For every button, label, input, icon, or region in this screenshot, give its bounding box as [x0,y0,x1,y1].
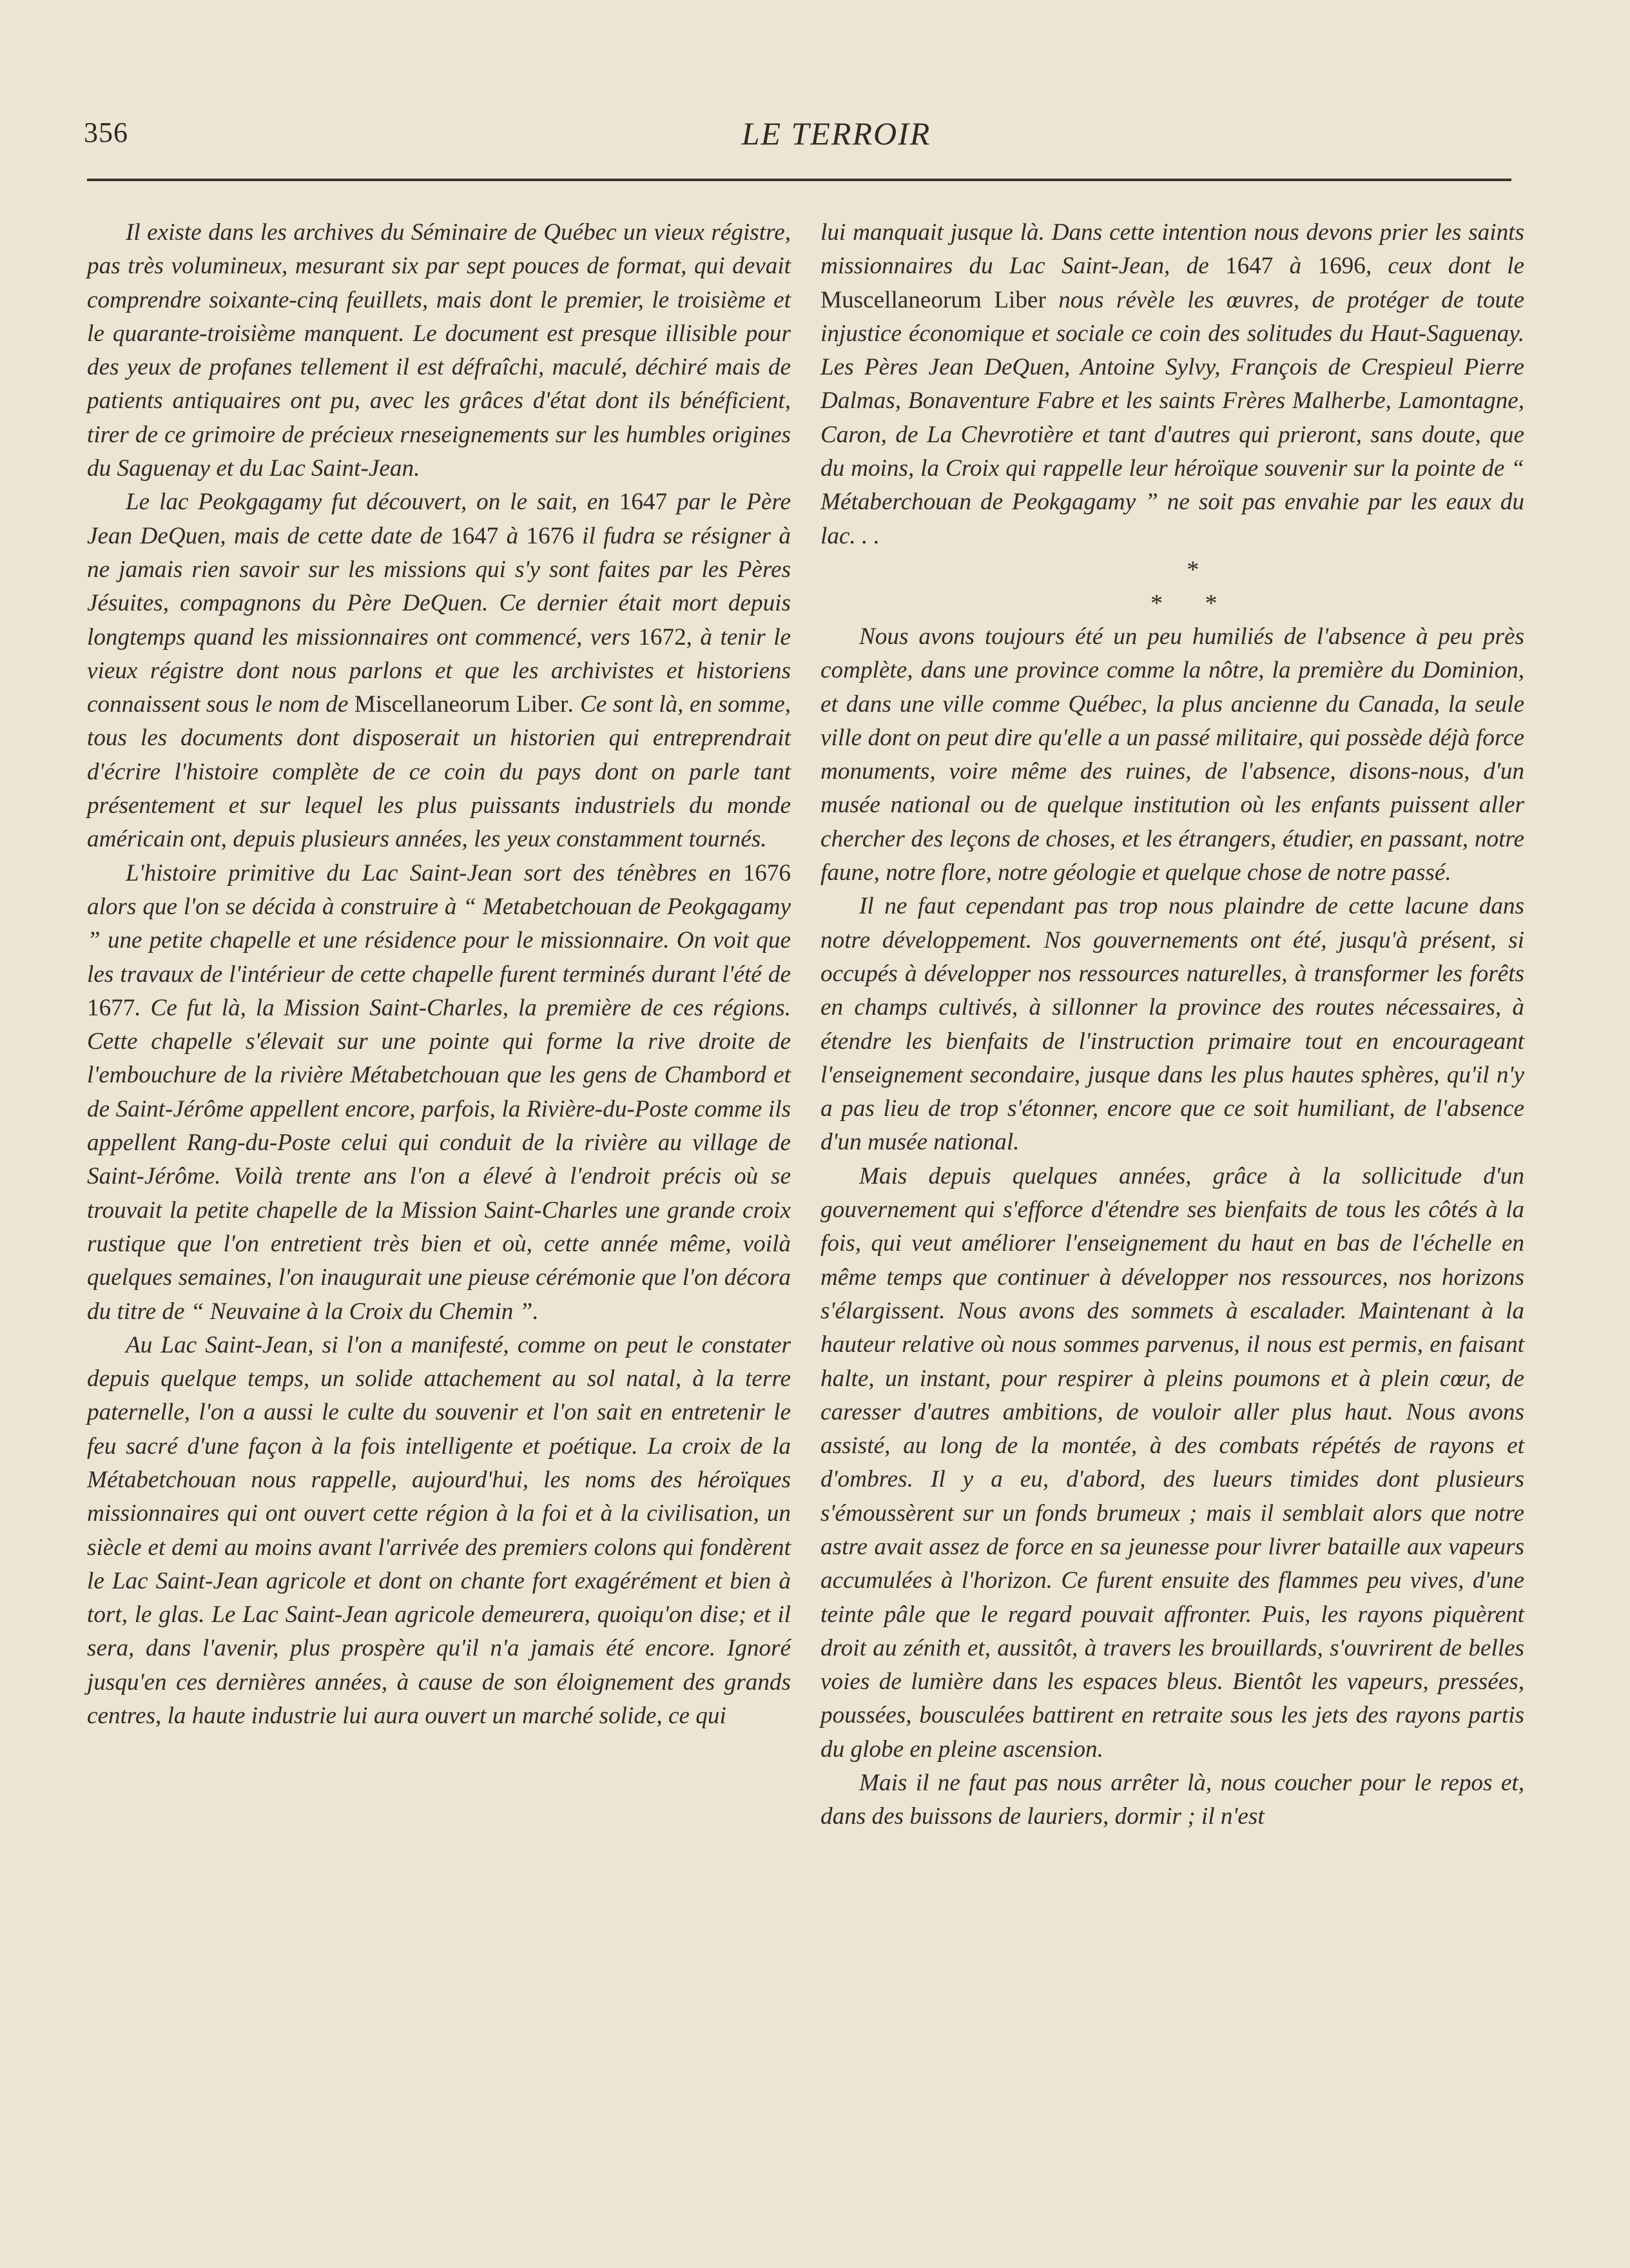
right-column [820,216,1524,1834]
running-title: LE TERROIR [741,115,931,152]
paragraph: lui manquait jusque là. Dans cette intention nous devons prier les saints missionnaires du Lac Saint-Jean, de 1647 à 1696, ceux dont le Muscellaneorum Liber nous révèle les œuvres, de protéger de toute injustice économique et sociale ce coin des solitudes du Haut-Saguenay. Les Pères Jean DeQuen, Antoine Sylvy, François de Crespieul Pierre Dalmas, Bonaventure Fabre et les saints Frères Malherbe, Lamontagne, Caron, de La Chevrotière et tant d'autres qui prieront, sans doute, que du moins, la Croix qui rappelle leur héroïque souvenir sur la pointe de “ Métaberchouan de Peokgagamy ” ne soit pas envahie par les eaux du lac. . . [820,219,1524,549]
page-header [84,110,1511,155]
section-break-top: * [1185,556,1198,583]
book-title: Miscellaneorum Liber [354,691,568,718]
paragraph: Nous avons toujours été un peu humiliés de l'absence à peu près complète, dans une province comme la nôtre, la première du Dominion, et dans une ville comme Québec, la plus ancienne du Canada, la seule ville dont on peut dire qu'elle a un passé militaire, qui possède déjà force monuments, voire même des ruines, de l'absence, disons-nous, d'un musée national ou de quelque institution où les enfants puissent aller chercher des leçons de choses, et les étrangers, étudier, en passant, notre faune, notre flore, notre géologie et quelque chose de notre passé. [820,623,1524,886]
paragraph: L'histoire primitive du Lac Saint-Jean sort des ténèbres en 1676 alors que l'on se décida à construire à “ Metabetchouan de Peokgagamy ” une petite chapelle et une résidence pour le missionnaire. On voit que les travaux de l'intérieur de cette chapelle furent terminés durant l'été de 1677. Ce fut là, la Mission Saint-Charles, la première de ces régions. Cette chapelle s'élevait sur une pointe qui forme la rive droite de l'embouchure de la rivière Métabetchouan que les gens de Chambord et de Saint-Jérôme appellent encore, parfois, la Rivière-du-Poste comme ils appellent Rang-du-Poste celui qui conduit de la rivière au village de Saint-Jérôme. Voilà trente ans l'on a élevé à l'endroit précis où se trouvait la petite chapelle de la Mission Saint-Charles une grande croix rustique que l'on entretient très bien et où, cette année même, voilà quelques semaines, l'on inaugurait une pieuse cérémonie que l'on décora du titre de “ Neuvaine à la Croix du Chemin ”. [87,859,791,1325]
paragraph: Au Lac Saint-Jean, si l'on a manifesté, comme on peut le constater depuis quelque temps, un solide attachement au sol natal, à la terre paternelle, l'on a aussi le culte du souvenir et l'on sait en entretenir le feu sacré d'une façon à la fois intelligente et poétique. La croix de la Métabetchouan nous rappelle, aujourd'hui, les noms des héroïques missionnaires qui ont ouvert cette région à la foi et à la civilisation, un siècle et demi au moins avant l'arrivée des premiers colons qui fondèrent le Lac Saint-Jean agricole et dont on chante fort exagérément et bien à tort, le glas. Le Lac Saint-Jean agricole demeurera, quoiqu'on dise; et il sera, dans l'avenir, plus prospère qu'il n'a jamais été encore. Ignoré jusqu'en ces dernières années, à cause de son éloignement des grands centres, la haute industrie lui aura ouvert un marché solide, ce qui [87,1331,791,1730]
paragraph: Il existe dans les archives du Séminaire de Québec un vieux régistre, pas très volumineux, mesurant six par sept pouces de format, qui devait comprendre soixante-cinq feuillets, mais dont le premier, le troisième et le quarante-troisième manquent. Le document est presque illisible pour des yeux de profanes tellement il est défraîchi, maculé, déchiré mais de patients antiquaires ont pu, avec les grâces d'état dont ils bénéficient, tirer de ce grimoire de précieux rneseignements sur les humbles origines du Saguenay et du Lac Saint-Jean. [87,219,791,482]
left-column [87,216,791,1733]
paragraph: Le lac Peokgagamy fut découvert, on le sait, en 1647 par le Père Jean DeQuen, mais de cette date de 1647 à 1676 il fudra se résigner à ne jamais rien savoir sur les missions qui s'y sont faites par les Pères Jésuites, compagnons du Père DeQuen. Ce dernier était mort depuis longtemps quand les missionnaires ont commencé, vers 1672, à tenir le vieux régistre dont nous parlons et que les archivistes et historiens connaissent sous le nom de Miscellaneorum Liber. Ce sont là, en somme, tous les documents dont disposerait un historien qui entreprendrait d'écrire l'histoire complète de ce coin du pays dont on parle tant présentement et sur lequel les plus puissants industriels du monde américain ont, depuis plusieurs années, les yeux constamment tournés. [87,489,791,853]
paragraph: Il ne faut cependant pas trop nous plaindre de cette lacune dans notre développement. Nos gouvernements ont été, jusqu'à présent, si occupés à développer nos ressources naturelles, à transformer les forêts en champs cultivés, à sillonner la province des routes nécessaires, à étendre les bienfaits de l'instruction primaire tout en encourageant l'enseignement secondaire, jusque dans les plus hautes sphères, qu'il n'y a pas lieu de trop s'étonner, encore que ce soit humiliant, de l'absence d'un musée national. [820,893,1524,1156]
header-rule [87,179,1511,181]
book-title: Muscellaneorum Liber [820,286,1046,313]
section-break-bottom: * * [1149,589,1234,617]
page-number: 356 [84,117,128,148]
paragraph: Mais depuis quelques années, grâce à la sollicitude d'un gouvernement qui s'efforce d'étendre ses bienfaits de tous les côtés à la fois, qui veut améliorer l'enseignement du haut en bas de l'échelle en même temps que continuer à développer nos ressources, nos horizons s'élargissent. Nous avons des sommets à escalader. Maintenant à la hauteur relative où nous sommes parvenus, il nous est permis, en faisant halte, un instant, pour respirer à pleins poumons et à plein cœur, de caresser d'autres ambitions, de vouloir aller plus haut. Nous avons assisté, au long de la montée, à des combats répétés de rayons et d'ombres. Il y a eu, d'abord, des lueurs timides dont plusieurs s'émoussèrent sur un fonds brumeux ; mais il semblait alors que notre astre avait assez de force en sa jeunesse pour livrer bataille aux vapeurs accumulées à l'horizon. Ce furent ensuite des flammes peu vives, d'une teinte pâle que le regard pouvait affronter. Puis, les rayons piquèrent droit au zénith et, aussitôt, à travers les brouillards, s'ouvrirent de belles voies de lumière dans les espaces bleus. Bientôt les vapeurs, pressées, poussées, bousculées battirent en retraite sous les jets des rayons partis du globe en pleine ascension. [820,1162,1524,1763]
paragraph: Mais il ne faut pas nous arrêter là, nous coucher pour le repos et, dans des buissons de lauriers, dormir ; il n'est [820,1770,1524,1830]
